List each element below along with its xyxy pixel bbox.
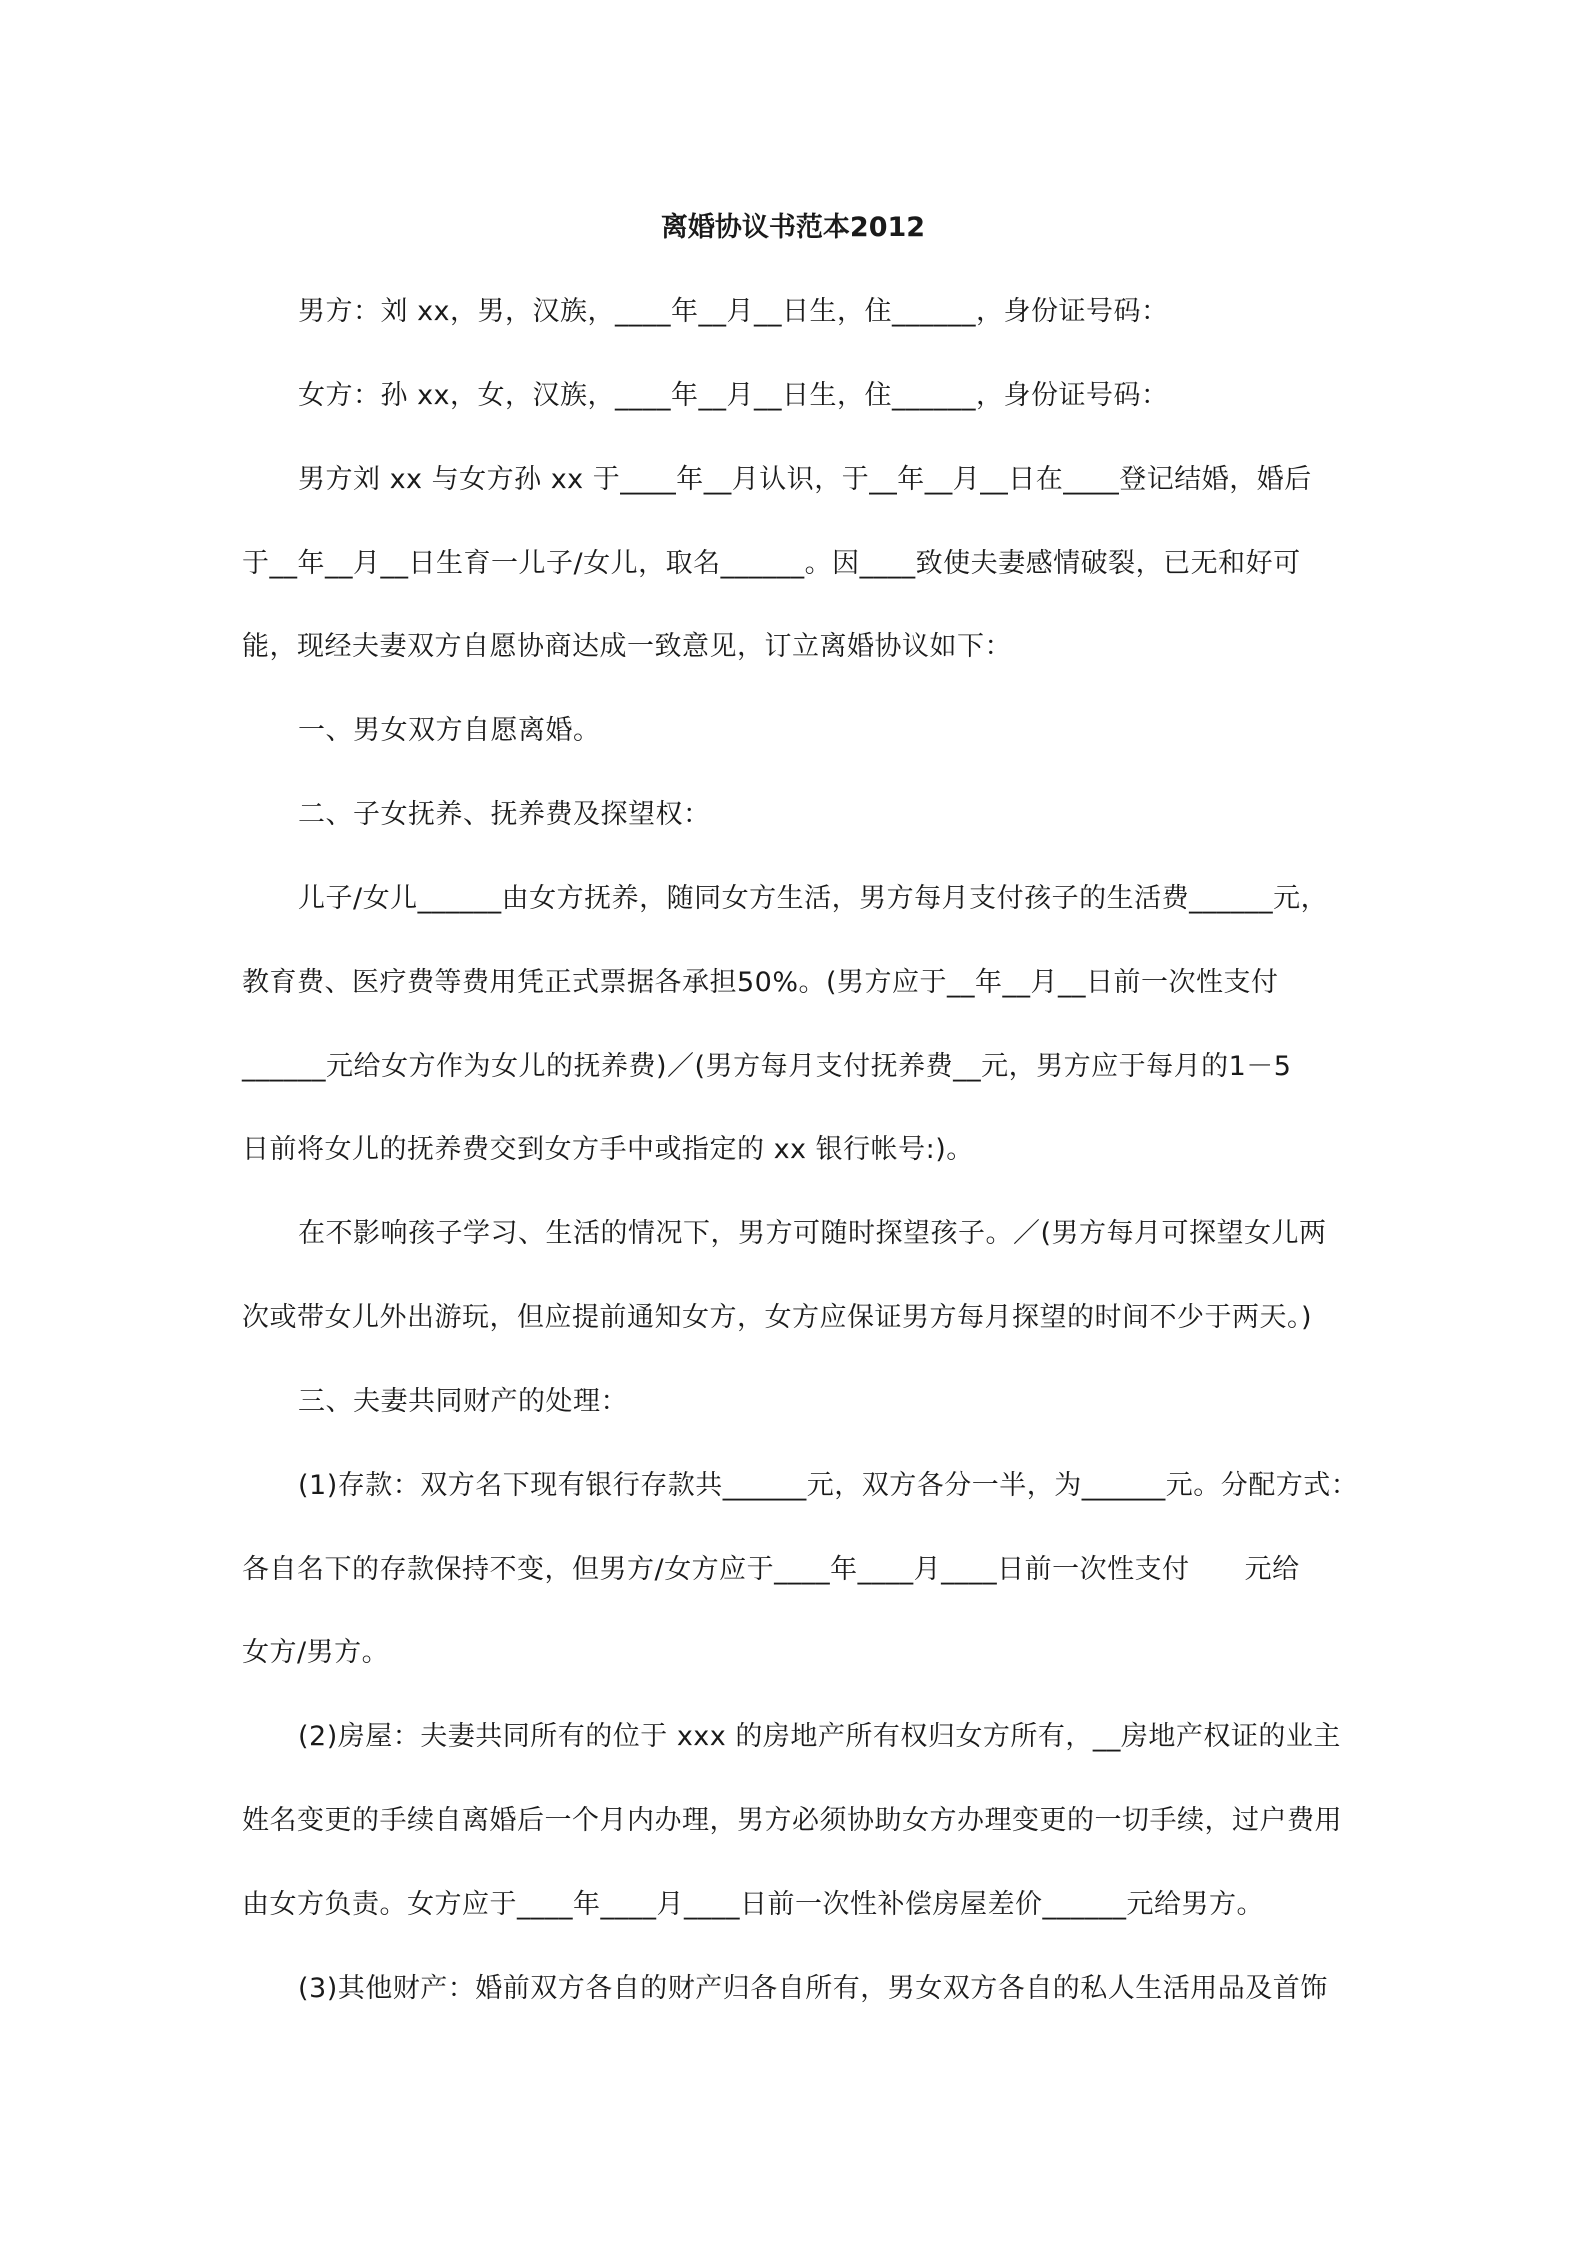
paragraph-house-line: 由女方负责。女方应于____年____月____日前一次性补偿房屋差价______元给男方。 <box>242 1889 1264 1920</box>
section-heading-one: 一、男女双方自愿离婚。 <box>298 715 601 746</box>
paragraph-deposits-line: (1)存款：双方名下现有银行存款共______元，双方各分一半，为______元。分配方式： <box>298 1470 1359 1501</box>
paragraph-visitation-line: 次或带女儿外出游玩，但应提前通知女方，女方应保证男方每月探望的时间不少于两天。) <box>242 1302 1313 1333</box>
paragraph-deposits-line: 女方/男方。 <box>242 1637 390 1668</box>
section-heading-three: 三、夫妻共同财产的处理： <box>298 1386 628 1417</box>
paragraph-house-line: 姓名变更的手续自离婚后一个月内办理，男方必须协助女方办理变更的一切手续，过户费用 <box>242 1805 1342 1836</box>
paragraph-female-party: 女方：孙 xx，女，汉族，____年__月__日生，住______，身份证号码： <box>298 380 1169 411</box>
document-title: 离婚协议书范本2012 <box>660 212 926 243</box>
paragraph-other-property-line: (3)其他财产：婚前双方各自的财产归各自所有，男女双方各自的私人生活用品及首饰 <box>298 1973 1328 2004</box>
paragraph-custody-line: 教育费、医疗费等费用凭正式票据各承担50%。(男方应于__年__月__日前一次性支付 <box>242 967 1279 998</box>
paragraph-intro-line: 于__年__月__日生育一儿子/女儿，取名______。因____致使夫妻感情破裂，已无和好可 <box>242 548 1301 579</box>
paragraph-intro-line: 能，现经夫妻双方自愿协商达成一致意见，订立离婚协议如下： <box>242 631 1012 662</box>
paragraph-custody-line: 日前将女儿的抚养费交到女方手中或指定的 xx 银行帐号:)。 <box>242 1134 974 1165</box>
paragraph-deposits-line: 各自名下的存款保持不变，但男方/女方应于____年____月____日前一次性支付 元给 <box>242 1554 1300 1585</box>
paragraph-custody-line: 儿子/女儿______由女方抚养，随同女方生活，男方每月支付孩子的生活费______元， <box>298 883 1329 914</box>
paragraph-visitation-line: 在不影响孩子学习、生活的情况下，男方可随时探望孩子。／(男方每月可探望女儿两 <box>298 1218 1327 1249</box>
paragraph-male-party: 男方：刘 xx，男，汉族，____年__月__日生，住______，身份证号码： <box>298 296 1169 327</box>
paragraph-intro-line: 男方刘 xx 与女方孙 xx 于____年__月认识，于__年__月__日在____登记结婚，婚后 <box>298 464 1312 495</box>
paragraph-custody-line: ______元给女方作为女儿的抚养费)／(男方每月支付抚养费__元，男方应于每月的1－5 <box>242 1051 1292 1082</box>
section-heading-two: 二、子女抚养、抚养费及探望权： <box>298 799 711 830</box>
paragraph-house-line: (2)房屋：夫妻共同所有的位于 xxx 的房地产所有权归女方所有，__房地产权证的业主 <box>298 1721 1341 1752</box>
